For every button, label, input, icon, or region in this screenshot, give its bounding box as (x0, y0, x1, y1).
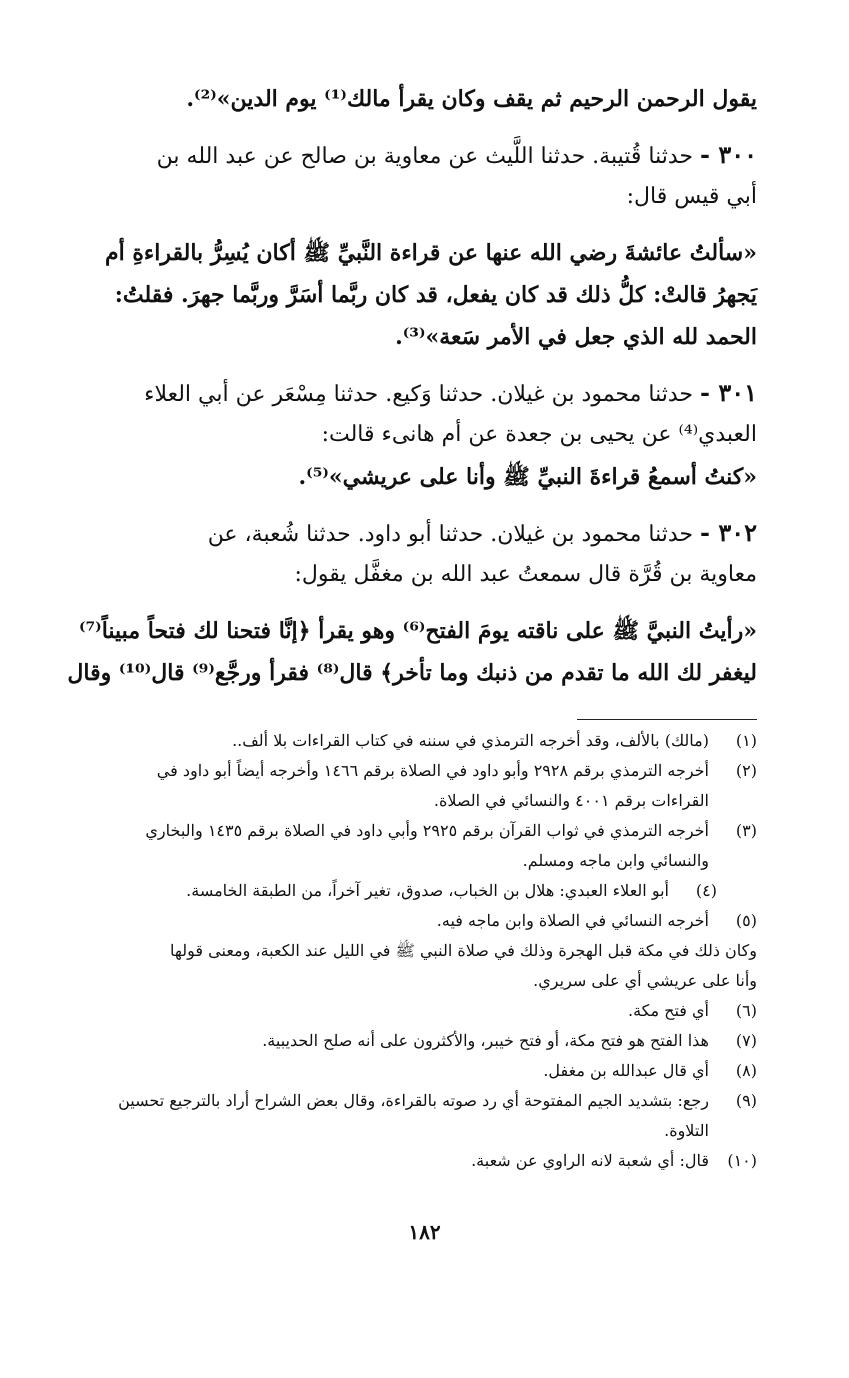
footnote-5-continuation (90, 936, 757, 996)
footnote-line: وأنا على عريشي أي على سريري. (533, 971, 757, 990)
text-line: يقول الرحمن الرحيم ثم يقف وكان يقرأ مالك⁽¹⁾ يوم الدين»⁽²⁾. (186, 86, 757, 112)
footnote-line: والنسائي وابن ماجه ومسلم. (522, 851, 709, 870)
footnote-line: التلاوة. (664, 1121, 709, 1140)
footnote-line: رجع: بتشديد الجيم المفتوحة أي رد صوته بالقراءة، وقال بعض الشراح أراد بالترجيع تحسين (118, 1091, 709, 1110)
hadith-number: ٣٠٠ - (700, 140, 757, 169)
footnote-number: (٢) (735, 761, 757, 780)
footnote-8 (90, 1056, 757, 1086)
footnote-number: (١٠) (727, 1151, 757, 1170)
footnote-number: (٩) (735, 1091, 757, 1110)
footnotes (90, 726, 757, 1176)
hadith-quote-line: ليغفر لك الله ما تقدم من ذنبك وما تأخر﴾ قال⁽⁸⁾ فقرأ ورجَّع⁽⁹⁾ قال⁽¹⁰⁾ وقال (67, 660, 757, 686)
paragraph-continuation (92, 78, 757, 120)
hadith-intro-line: ٣٠٢ - حدثنا محمود بن غيلان. حدثنا أبو داود. حدثنا شُعبة، عن (207, 518, 757, 547)
footnote-9 (90, 1086, 757, 1146)
hadith-intro-line: العبدي⁽⁴⁾ عن يحيى بن جعدة عن أم هانىء قالت: (321, 422, 757, 447)
footnote-line: أي فتح مكة. (627, 1001, 709, 1020)
footnote-3 (90, 816, 757, 876)
hadith-301 (92, 372, 757, 498)
footnote-line: (مالك) بالألف، وقد أخرجه الترمذي في سننه في كتاب القراءات بلا ألف.. (232, 731, 709, 750)
hadith-number: ٣٠١ - (700, 378, 757, 407)
footnote-line: أخرجه الترمذي برقم ٢٩٢٨ وأبو داود في الصلاة برقم ١٤٦٦ وأخرجه أيضاً أبو داود في (156, 761, 709, 780)
footnote-5 (90, 906, 757, 936)
footnote-number: (٥) (735, 911, 757, 930)
footnote-1 (90, 726, 757, 756)
hadith-quote-line: «سألتُ عائشةَ رضي الله عنها عن قراءة النَّبيِّ ﷺ أكان يُسِرُّ بالقراءةِ أم (105, 240, 757, 266)
hadith-quote-line: الحمد لله الذي جعل في الأمر سَعة»⁽³⁾. (395, 324, 757, 350)
footnote-number: (١) (735, 731, 757, 750)
footnote-number: (٨) (735, 1061, 757, 1080)
hadith-quote-line: «كنتُ أسمعُ قراءةَ النبيِّ ﷺ وأنا على عريشي»⁽⁵⁾. (298, 464, 757, 490)
hadith-number: ٣٠٢ - (700, 518, 757, 547)
footnote-line: قال: أي شعبة لانه الراوي عن شعبة. (471, 1151, 709, 1170)
footnote-10 (90, 1146, 757, 1176)
hadith-intro-line: أبي قيس قال: (626, 184, 757, 209)
hadith-intro-line: ٣٠٠ - حدثنا قُتيبة. حدثنا اللَّيث عن معاوية بن صالح عن عبد الله بن (156, 140, 757, 169)
footnote-line: وكان ذلك في مكة قبل الهجرة وذلك في صلاة النبي ﷺ في الليل عند الكعبة، ومعنى قولها (170, 941, 757, 960)
page-number: ١٨٢ (408, 1220, 441, 1244)
footnote-line: أخرجه النسائي في الصلاة وابن ماجه فيه. (436, 911, 709, 930)
footnote-number: (٣) (735, 821, 757, 840)
footnote-7 (90, 1026, 757, 1056)
hadith-quote-line: يَجهرُ قالتْ: كلُّ ذلك قد كان يفعل، قد كان ربَّما أسَرَّ وربَّما جهرَ. فقلتُ: (114, 282, 757, 308)
hadith-quote-line: «رأيتُ النبيَّ ﷺ على ناقته يومَ الفتح⁽⁶⁾ وهو يقرأ ﴿إنَّا فتحنا لك فتحاً مبيناً⁽⁷⁾ (78, 618, 757, 644)
footnote-6 (90, 996, 757, 1026)
footnote-line: أي قال عبدالله بن مغفل. (543, 1061, 709, 1080)
footnote-line: أخرجه الترمذي في ثواب القرآن برقم ٢٩٢٥ وأبي داود في الصلاة برقم ١٤٣٥ والبخاري (145, 821, 709, 840)
footnote-number: (٤) (695, 881, 717, 900)
hadith-300 (92, 134, 757, 358)
footnote-2 (90, 756, 757, 816)
hadith-intro-line: معاوية بن قُرَّة قال سمعتُ عبد الله بن مغفَّل يقول: (294, 562, 757, 587)
hadith-302 (67, 512, 757, 694)
footnote-line: هذا الفتح هو فتح مكة، أو فتح خيبر، والأكثرون على أنه صلح الحديبية. (262, 1031, 709, 1050)
footnote-line: القراءات برقم ٤٠٠١ والنسائي في الصلاة. (433, 791, 709, 810)
footnote-number: (٦) (735, 1001, 757, 1020)
footnote-number: (٧) (735, 1031, 757, 1050)
footnote-divider (577, 719, 757, 720)
hadith-intro-line: ٣٠١ - حدثنا محمود بن غيلان. حدثنا وَكيع. حدثنا مِسْعَر عن أبي العلاء (144, 378, 757, 407)
footnote-line: أبو العلاء العبدي: هلال بن الخباب، صدوق، تغير آخراً، من الطبقة الخامسة. (186, 881, 669, 900)
footnote-4 (90, 876, 717, 906)
